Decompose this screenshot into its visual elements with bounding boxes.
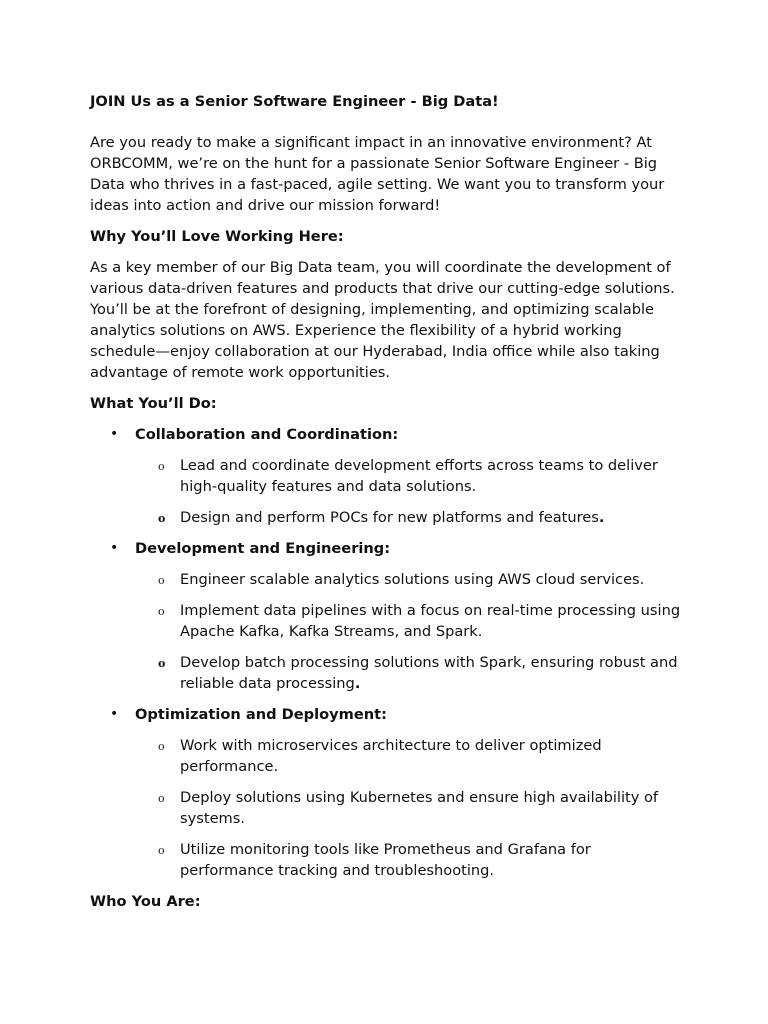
sub-item-text: Lead and coordinate development efforts across teams to deliver high-quality features and data solutions. [180,457,658,495]
sub-list-item [135,455,682,497]
sub-item-text: Utilize monitoring tools like Prometheus and Grafana for performance tracking and troubleshooting. [180,841,591,879]
sub-item-text: Design and perform POCs for new platforms and features [180,509,599,526]
sub-bullet-icon: o [158,574,165,587]
sub-list [135,455,682,528]
sub-item-text: Develop batch processing solutions with Spark, ensuring robust and reliable data processing [180,654,678,692]
sub-item-suffix: . [598,509,605,526]
page-title: JOIN Us as a Senior Software Engineer - Big Data! [90,93,499,110]
sub-bullet-icon: o [158,740,165,753]
section-label: Optimization and Deployment: [135,706,387,723]
sub-item-text: Work with microservices architecture to deliver optimized performance. [180,737,602,775]
sub-list [135,735,682,881]
sub-list-item [135,652,682,694]
document-page [90,91,682,922]
section-label: Development and Engineering: [135,540,391,557]
who-heading: Who You Are: [90,893,201,910]
why-paragraph: As a key member of our Big Data team, you will coordinate the development of various data-driven features and products that drive our cutting-edge solutions. You’ll be at the forefront of designing, implementing, and optimizing scalable analytics solutions on AWS. Experience the flexibility of a hybrid working schedule—enjoy collaboration at our Hyderabad, India office while also taking advantage of remote work opportunities. [90,259,675,381]
sub-bullet-icon: o [158,657,166,670]
what-heading: What You’ll Do: [90,395,217,412]
sub-list-item [135,569,682,590]
list-item [90,424,682,528]
sub-list-item [135,600,682,642]
responsibilities-list [90,424,682,881]
sub-list-item [135,507,682,528]
bullet-icon: • [110,426,119,442]
sub-item-suffix: . [354,675,361,692]
sub-item-text: Deploy solutions using Kubernetes and ensure high availability of systems. [180,789,659,827]
sub-bullet-icon: o [158,605,165,618]
bullet-icon: • [110,706,119,722]
sub-list-item [135,839,682,881]
section-label: Collaboration and Coordination: [135,426,399,443]
sub-list-item [135,787,682,829]
why-heading: Why You’ll Love Working Here: [90,228,344,245]
list-item [90,538,682,694]
bullet-icon: • [110,540,119,556]
sub-bullet-icon: o [158,512,166,525]
intro-paragraph: Are you ready to make a significant impact in an innovative environment? At ORBCOMM, we’re on the hunt for a passionate Senior Software Engineer - Big Data who thrives in a fast-paced, agile setting. We want you to transform your ideas into action and drive our mission forward! [90,134,665,214]
sub-list [135,569,682,694]
sub-bullet-icon: o [158,792,165,805]
sub-item-text: Engineer scalable analytics solutions using AWS cloud services. [180,571,645,588]
list-item [90,704,682,881]
sub-item-text: Implement data pipelines with a focus on real-time processing using Apache Kafka, Kafka Streams, and Spark. [180,602,681,640]
sub-bullet-icon: o [158,460,165,473]
sub-bullet-icon: o [158,844,165,857]
sub-list-item [135,735,682,777]
